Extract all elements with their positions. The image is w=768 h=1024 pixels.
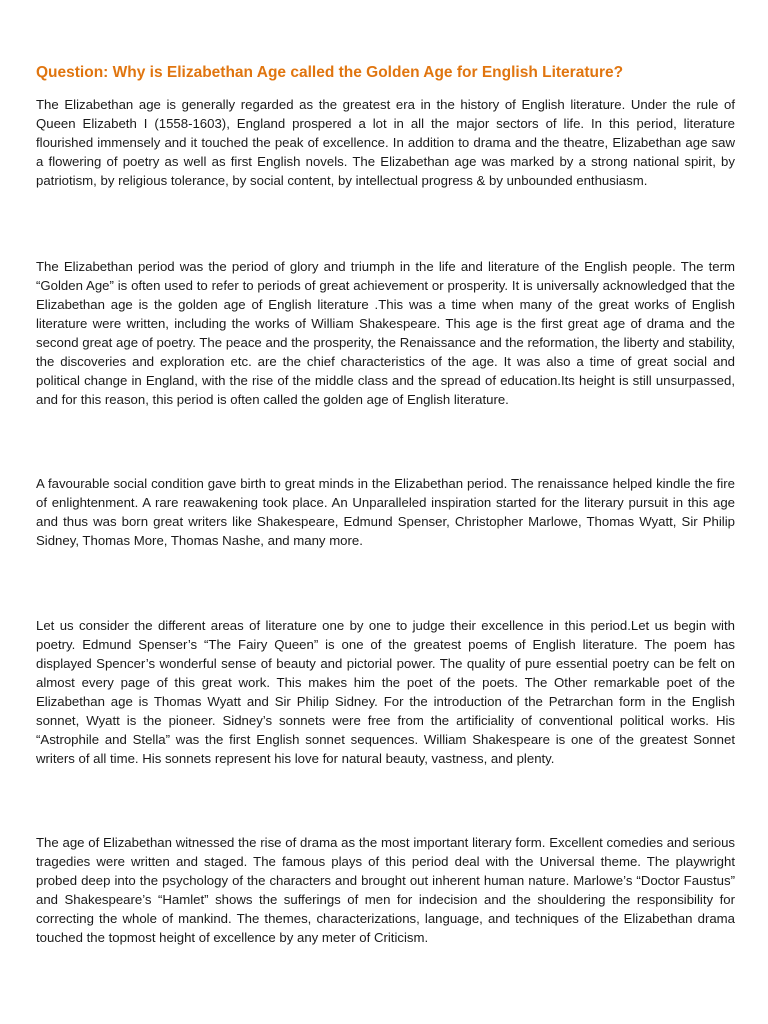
paragraph-intro: The Elizabethan age is generally regarded as the greatest era in the history of English literature. Under the rule of Queen Elizabeth I (1558-1603), England prospered a lot in all the major sectors of life. In this period, literature flourished immensely and it touched the peak of excellence. In addition to drama and the theatre, Elizabethan age saw a flowering of poetry as well as first English novels. The Elizabethan age was marked by a strong national spirit, by patriotism, by religious tolerance, by social content, by intellectual progress & by unbounded enthusiasm. bbox=[36, 97, 735, 188]
paragraph-poetry: Let us consider the different areas of literature one by one to judge their excellence in this period.Let us begin with poetry. Edmund Spenser’s “The Fairy Queen” is one of the greatest poems of English literature. The poem has displayed Spencer’s wonderful sense of beauty and pictorial power. The quality of pure essential poetry can be felt on almost every page of this great work. This makes him the poet of the poets. The Other remarkable poet of the Elizabethan age is Thomas Wyatt and Sir Philip Sidney. For the introduction of the Petrarchan form in the English sonnet, Wyatt is the pioneer. Sidney’s sonnets were free from the artificiality of conventional political works. His “Astrophile and Stella” was the first English sonnet sequences. William Shakespeare is one of the greatest Sonnet writers of all time. His sonnets represent his love for natural beauty, vastness, and plenty. bbox=[36, 618, 735, 766]
page-title: Question: Why is Elizabethan Age called the Golden Age for English Literature? bbox=[36, 64, 624, 81]
paragraph-social-condition: A favourable social condition gave birth to great minds in the Elizabethan period. The renaissance helped kindle the fire of enlightenment. A rare reawakening took place. An Unparalleled inspiration started for the literary pursuit in this age and thus was born great writers like Shakespeare, Edmund Spenser, Christopher Marlowe, Thomas Wyatt, Sir Philip Sidney, Thomas More, Thomas Nashe, and many more. bbox=[36, 476, 735, 548]
paragraph-golden-age: The Elizabethan period was the period of glory and triumph in the life and literature of the English people. The term “Golden Age” is often used to refer to periods of great achievement or prosperity. It is universally acknowledged that the Elizabethan age is the golden age of English literature .This was a time when many of the great works of English literature were written, including the works of William Shakespeare. This age is the first great age of drama and the second great age of poetry. The peace and the prosperity, the Renaissance and the reformation, the liberty and stability, the discoveries and exploration etc. are the chief characteristics of the age. It was also a time of great social and political change in England, with the rise of the middle class and the spread of education.Its height is still unsurpassed, and for this reason, this period is often called the golden age of English literature. bbox=[36, 259, 735, 407]
paragraph-drama: The age of Elizabethan witnessed the rise of drama as the most important literary form. Excellent comedies and serious tragedies were written and staged. The famous plays of this period deal with the Universal theme. The playwright probed deep into the psychology of the characters and brought out inherent human nature. Marlowe’s “Doctor Faustus” and Shakespeare’s “Hamlet” shows the sufferings of men for indecision and the shouldering the responsibility for correcting the whole of mankind. The themes, characterizations, language, and techniques of the Elizabethan drama touched the topmost height of excellence by any meter of Criticism. bbox=[36, 835, 735, 945]
